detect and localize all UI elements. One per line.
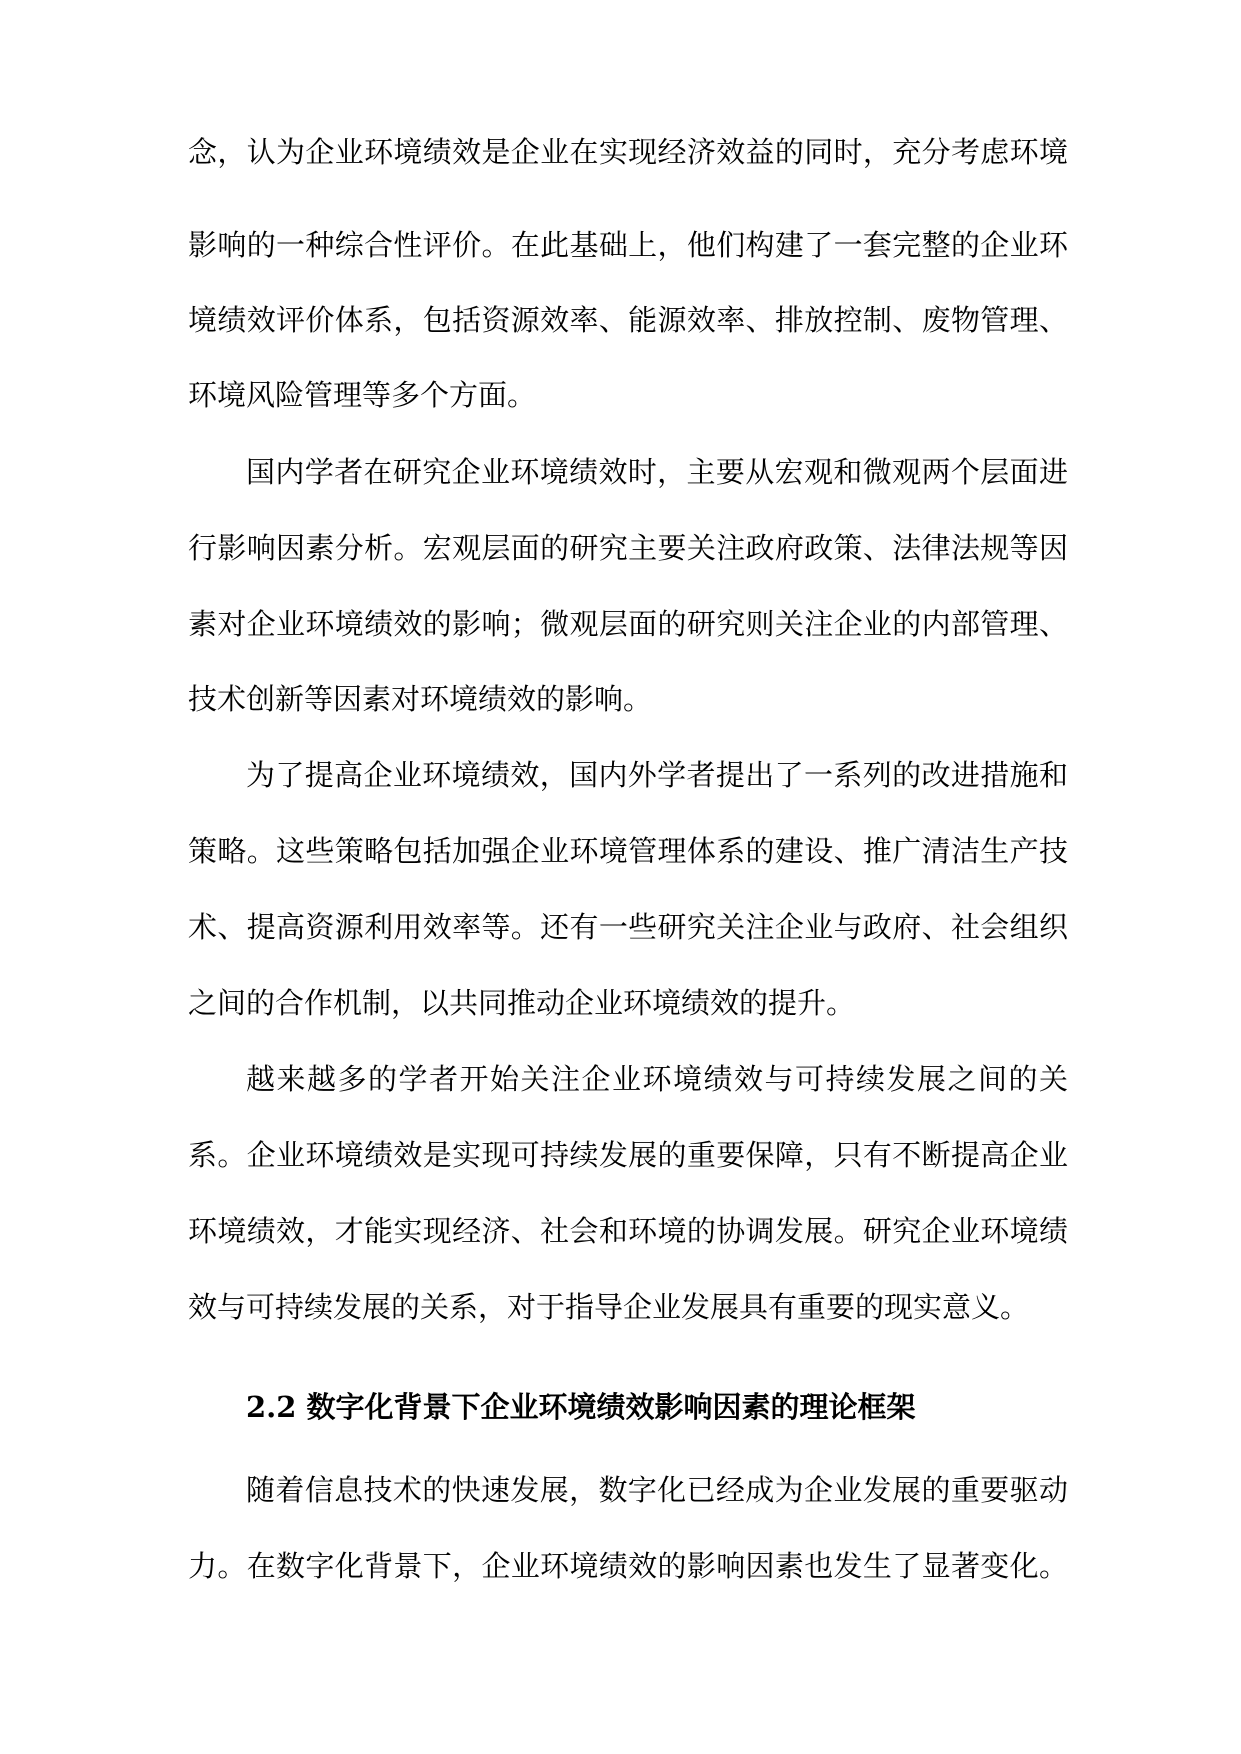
paragraph-4-line-2: 系。企业环境绩效是实现可持续发展的重要保障，只有不断提高企业	[188, 1138, 1068, 1172]
paragraph-3-line-1: 为了提高企业环境绩效，国内外学者提出了一系列的改进措施和	[246, 758, 1068, 792]
section-paragraph-line-2: 力。在数字化背景下，企业环境绩效的影响因素也发生了显著变化。	[188, 1549, 1068, 1583]
paragraph-2-line-3: 素对企业环境绩效的影响；微观层面的研究则关注企业的内部管理、	[188, 607, 1068, 641]
paragraph-3-line-2: 策略。这些策略包括加强企业环境管理体系的建设、推广清洁生产技	[188, 834, 1068, 868]
paragraph-4-line-4: 效与可持续发展的关系，对于指导企业发展具有重要的现实意义。	[188, 1290, 1030, 1324]
paragraph-2-line-1: 国内学者在研究企业环境绩效时，主要从宏观和微观两个层面进	[246, 455, 1068, 489]
paragraph-1-line-4: 环境风险管理等多个方面。	[188, 378, 537, 412]
paragraph-1-line-3: 境绩效评价体系，包括资源效率、能源效率、排放控制、废物管理、	[188, 303, 1068, 337]
section-paragraph-line-1: 随着信息技术的快速发展，数字化已经成为企业发展的重要驱动	[246, 1473, 1068, 1507]
paragraph-3-line-4: 之间的合作机制，以共同推动企业环境绩效的提升。	[188, 986, 856, 1020]
paragraph-1-line-1: 念，认为企业环境绩效是企业在实现经济效益的同时，充分考虑环境	[188, 135, 1068, 169]
paragraph-3-line-3: 术、提高资源利用效率等。还有一些研究关注企业与政府、社会组织	[188, 910, 1068, 944]
section-heading: 2.2 数字化背景下企业环境绩效影响因素的理论框架	[246, 1390, 916, 1424]
paragraph-2-line-4: 技术创新等因素对环境绩效的影响。	[188, 682, 653, 716]
paragraph-4-line-3: 环境绩效，才能实现经济、社会和环境的协调发展。研究企业环境绩	[188, 1214, 1068, 1248]
paragraph-2-line-2: 行影响因素分析。宏观层面的研究主要关注政府政策、法律法规等因	[188, 531, 1068, 565]
paragraph-1-line-2: 影响的一种综合性评价。在此基础上，他们构建了一套完整的企业环	[188, 228, 1068, 262]
paragraph-4-line-1: 越来越多的学者开始关注企业环境绩效与可持续发展之间的关	[246, 1062, 1068, 1096]
